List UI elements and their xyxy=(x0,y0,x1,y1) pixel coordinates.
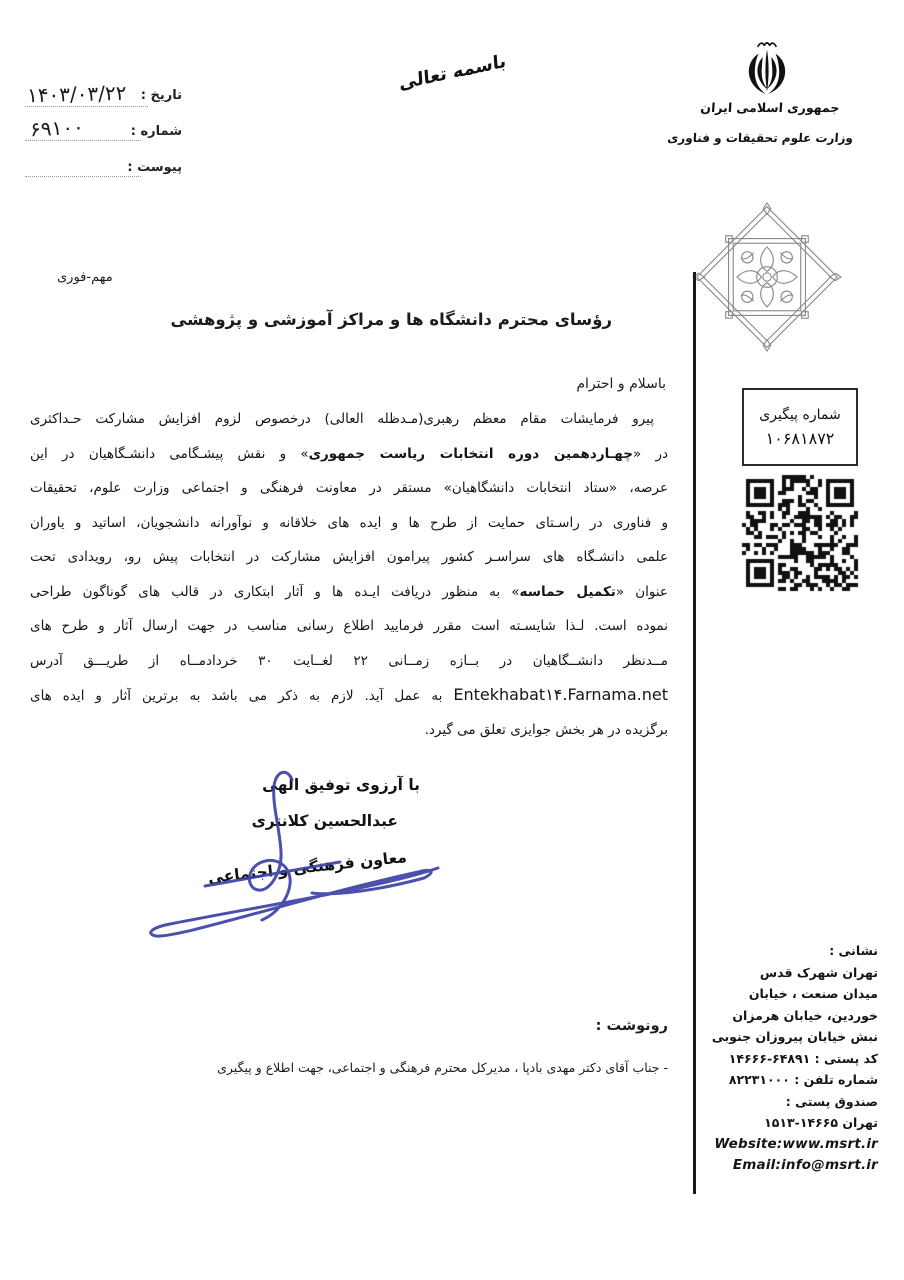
address-line xyxy=(668,1134,878,1156)
date-label: تاریخ : xyxy=(140,88,182,103)
text-segment: » به منظور دریافت ایـده ها و آثار ابتکاری در قالب های گوناگون طراحی xyxy=(30,583,520,600)
text-segment: برگزیده در هر بخش جوایزی تعلق می گیرد. xyxy=(424,721,668,738)
addressee-title: رؤسای محترم دانشگاه ها و مراکز آموزشی و پژوهشی xyxy=(170,310,612,329)
text-segment: Entekhabat۱۴.Farnama.net xyxy=(453,685,668,704)
text-segment: تهران شهرک قدس xyxy=(759,964,878,980)
address-line xyxy=(668,940,878,962)
text-segment: در « xyxy=(632,445,668,462)
text-segment: عنوان « xyxy=(615,583,668,600)
footer-address xyxy=(668,940,878,1177)
text-segment: ۱۵۱۳-۱۴۶۶۵ xyxy=(764,1115,838,1130)
attachment-rule xyxy=(25,176,141,177)
ministry-title: وزارت علوم تحقیقات و فناوری xyxy=(666,131,854,145)
text-segment: چهـاردهمین دوره انتخابات ریاست جمهوری xyxy=(308,445,633,462)
text-segment: صندوق پستی : xyxy=(785,1093,878,1109)
body-line xyxy=(30,402,668,437)
qr-code xyxy=(740,473,860,593)
attachment-label: پیوست : xyxy=(127,160,182,175)
signatory-name: عبدالحسین کلانتری xyxy=(251,812,398,830)
text-segment: به عمل آید. لازم به ذکر می باشد به برترین آثار و ایده های xyxy=(30,688,454,704)
date-rule xyxy=(25,106,148,107)
body-line xyxy=(30,644,668,679)
address-line xyxy=(668,1155,878,1177)
body-line xyxy=(30,575,668,610)
iran-emblem-icon xyxy=(737,40,797,98)
address-line xyxy=(668,962,878,984)
address-line xyxy=(668,1091,878,1113)
number-value: ۶۹۱۰۰ xyxy=(29,114,85,142)
signature-wish: با آرزوی توفیق الهی xyxy=(262,776,420,794)
body-line xyxy=(30,437,668,472)
address-line xyxy=(668,1026,878,1048)
number-rule xyxy=(25,140,141,141)
text-segment: ۱۴۶۶۶-۶۴۸۹۱ xyxy=(728,1050,811,1066)
body-line xyxy=(30,540,668,575)
text-segment: نموده است. لـذا شایسـته است مقرر فرمایید اطلاع رسانی مناسب در جهت ارسال آثار و طرح های xyxy=(30,618,668,634)
text-segment: خوردین، خیابان هرمزان xyxy=(732,1007,878,1023)
text-segment: کد پستی : xyxy=(810,1050,878,1066)
text-segment: مــدنظر دانشــگاهیان در بــازه زمــانی ۲۲ لغــایت ۳۰ خردادمــاه از طریـــق آدرس xyxy=(30,652,668,669)
text-segment: پیرو فرمایشات مقام معظم رهبری(مـدظله العالی) درخصوص لزوم افزایش مشارکت حـداکثری xyxy=(30,411,654,427)
text-segment: ۸۲۲۳۱۰۰۰ xyxy=(728,1072,790,1087)
bismillah-calligraphy: باسمه تعالی xyxy=(398,50,507,95)
body-line xyxy=(30,506,668,541)
date-value: ۱۴۰۳/۰۳/۲۲ xyxy=(26,80,127,108)
number-label: شماره : xyxy=(130,124,182,139)
text-segment: » و نقش پیشـگامی دانشـگاهیان در این xyxy=(30,445,309,462)
priority-stamp: مهم-فوری xyxy=(57,270,113,285)
copy-label: رونوشت : xyxy=(595,1018,668,1034)
body-line xyxy=(30,471,668,506)
address-line xyxy=(668,1112,878,1134)
signatory-title: معاون فرهنگی و اجتماعی xyxy=(207,848,408,887)
text-segment: تهران xyxy=(837,1115,878,1130)
letter-body xyxy=(30,402,668,747)
text-segment: شماره تلفن : xyxy=(789,1072,878,1087)
address-line xyxy=(668,1048,878,1070)
handwritten-signature xyxy=(130,760,460,950)
text-segment: میدان صنعت ، خیابان xyxy=(748,986,878,1001)
address-line xyxy=(668,983,878,1005)
text-segment: علمی دانشـگاه های سراسـر کشور پیرامون افزایش مشارکت در انتخابات پیش رو، رویدادی تحت xyxy=(30,549,668,565)
body-line xyxy=(30,713,668,748)
text-segment: نبش خیابان پیروزان جنوبی xyxy=(711,1029,878,1044)
text-segment: نشانی : xyxy=(829,943,878,958)
tracking-number: ۱۰۶۸۱۸۷۲ xyxy=(765,428,835,448)
republic-title: جمهوری اسلامی ایران xyxy=(699,100,841,115)
body-line xyxy=(30,609,668,644)
text-segment: تکمیل حماسه xyxy=(519,583,616,600)
text-segment: عرصه، «ستاد انتخابات دانشگاهیان» مستقر در معاونت فرهنگی و اجتماعی وزارت علوم، تحقیقات xyxy=(30,480,668,496)
copy-item: - جناب آقای دکتر مهدی بادپا ، مدیرکل محترم فرهنگی و اجتماعی، جهت اطلاع و پیگیری xyxy=(217,1060,668,1075)
ornament-decoration xyxy=(692,202,842,352)
text-segment: و فناوری در راسـتای حمایت از طرح ها و ایده های خلاقانه و نوآورانه دانشجویان، اساتید و یاوران xyxy=(30,514,668,531)
tracking-label: شماره پیگیری xyxy=(759,406,841,423)
text-segment: Email:info@msrt.ir xyxy=(732,1157,878,1173)
body-line xyxy=(30,678,668,713)
copy-list xyxy=(28,1060,668,1075)
salutation: باسلام و احترام xyxy=(576,376,666,392)
address-line xyxy=(668,1069,878,1091)
tracking-box xyxy=(742,388,858,466)
address-line xyxy=(668,1005,878,1027)
text-segment: Website:www.msrt.ir xyxy=(714,1135,878,1152)
